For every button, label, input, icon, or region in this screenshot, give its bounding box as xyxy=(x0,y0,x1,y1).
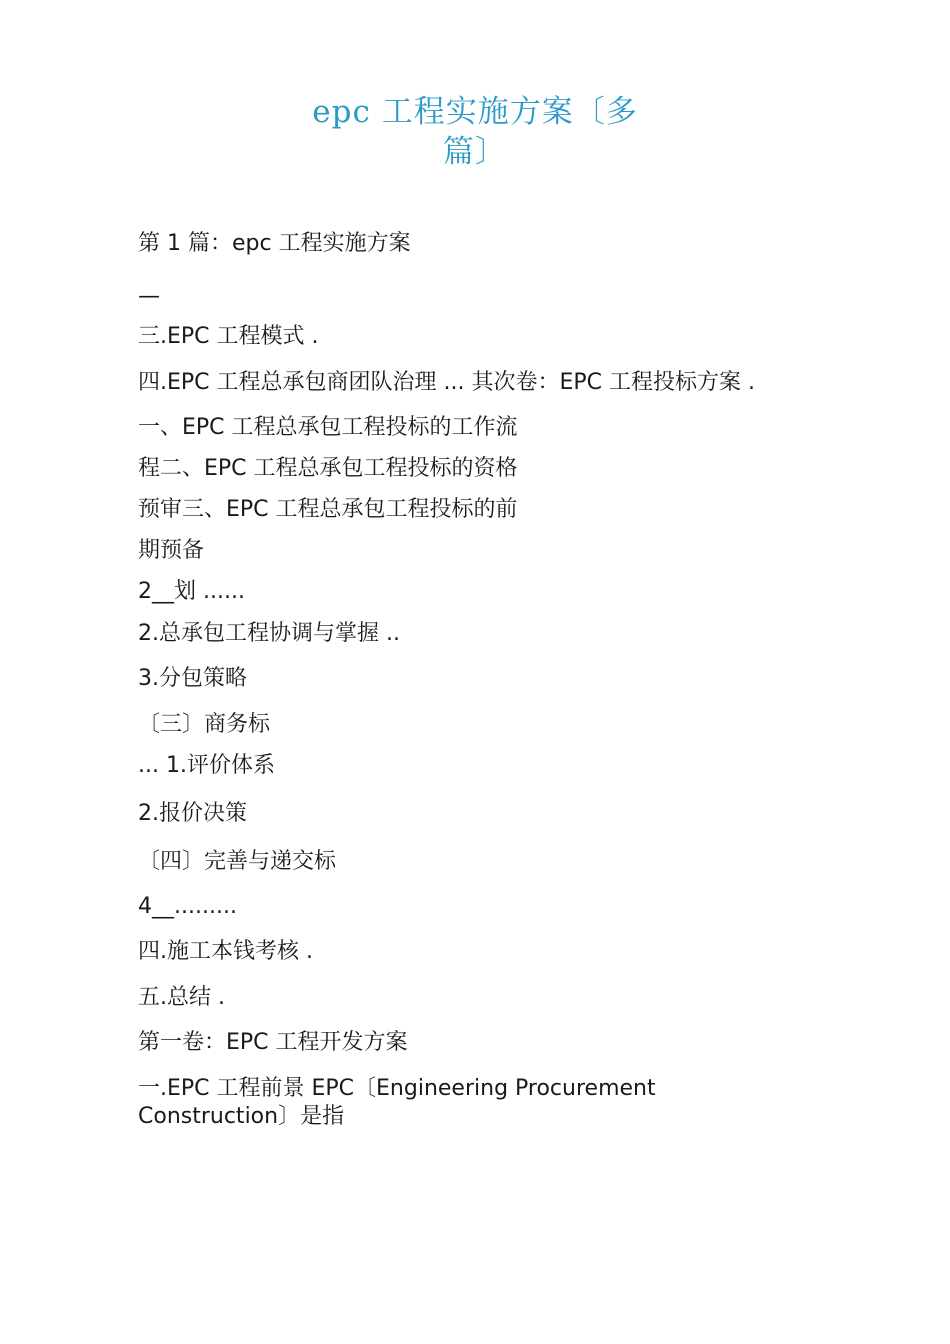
toc-line: 3.分包策略 xyxy=(138,666,247,691)
toc-line: 2__划 ...... xyxy=(138,579,245,604)
toc-line: 〔四〕完善与递交标 xyxy=(138,849,337,874)
toc-line: 程二、EPC 工程总承包工程投标的资格 xyxy=(138,456,518,481)
toc-line: 预审三、EPC 工程总承包工程投标的前 xyxy=(138,497,518,522)
toc-line: 五.总结 . xyxy=(138,985,225,1010)
toc-line: ... 1.评价体系 xyxy=(138,753,275,778)
toc-line: 一、EPC 工程总承包工程投标的工作流 xyxy=(138,415,518,440)
toc-line: 四.EPC 工程总承包商团队治理 ... 其次卷：EPC 工程投标方案 . xyxy=(138,370,755,395)
toc-line: 四.施工本钱考核 . xyxy=(138,939,313,964)
toc-line: 2.总承包工程协调与掌握 .. xyxy=(138,621,400,646)
toc-line: 4__......... xyxy=(138,894,237,919)
page-title-line-1: epc 工程实施方案〔多 xyxy=(312,94,638,130)
toc-line: 〔三〕商务标 xyxy=(138,712,271,737)
section-heading-part-1-volume: 第一卷：EPC 工程开发方案 xyxy=(138,1030,408,1055)
section-heading-part-1: 第 1 篇：epc 工程实施方案 xyxy=(138,231,411,256)
toc-line: 2.报价决策 xyxy=(138,801,247,826)
toc-line: 三.EPC 工程模式 . xyxy=(138,324,319,349)
page-title xyxy=(300,92,650,172)
toc-line: 期预备 xyxy=(138,538,205,563)
page-title-line-2: 篇〕 xyxy=(443,134,507,170)
dash-line: — xyxy=(138,284,160,309)
body-paragraph: 一.EPC 工程前景 EPC〔Engineering Procurement Construction〕是指 xyxy=(138,1076,656,1129)
